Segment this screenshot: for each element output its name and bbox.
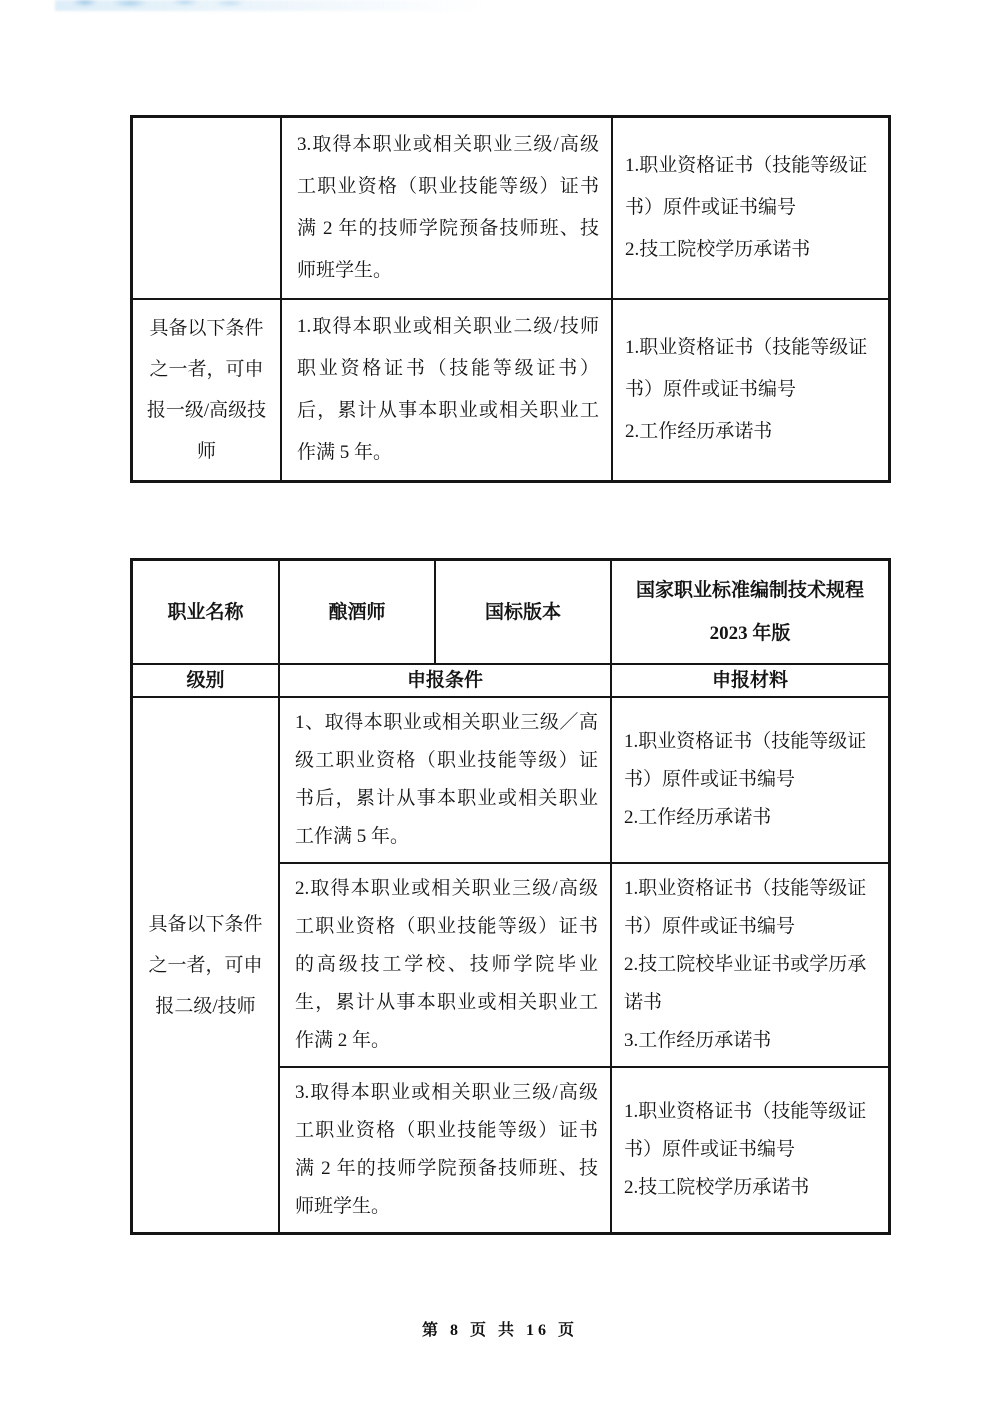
condition-cell: 2.取得本职业或相关职业三级/高级工职业资格（职业技能等级）证书的高级技工学校、技师学院毕业生，累计从事本职业或相关职业工作满 2 年。 bbox=[279, 863, 611, 1067]
table-subheader-row bbox=[132, 664, 889, 697]
table-row bbox=[132, 117, 889, 299]
material-item: 1.职业资格证书（技能等级证书）原件或证书编号 bbox=[624, 878, 867, 937]
material-item: 3.工作经历承诺书 bbox=[624, 1030, 772, 1051]
material-item: 2.工作经历承诺书 bbox=[624, 807, 772, 828]
table-row bbox=[132, 697, 889, 863]
level-cell-senior-technician: 具备以下条件之一者，可申报一级/高级技师 bbox=[132, 299, 281, 481]
standard-version-label: 国标版本 bbox=[435, 560, 611, 664]
material-item: 2.技工院校毕业证书或学历承诺书 bbox=[624, 954, 867, 1013]
materials-column-header: 申报材料 bbox=[611, 664, 889, 697]
level-cell-technician: 具备以下条件之一者，可申报二级/技师 bbox=[132, 697, 279, 1233]
material-item: 1.职业资格证书（技能等级证书）原件或证书编号 bbox=[624, 1101, 867, 1160]
standard-version-value bbox=[611, 560, 889, 664]
level-column-header: 级别 bbox=[132, 664, 279, 697]
materials-cell bbox=[611, 1067, 889, 1233]
table-row bbox=[132, 299, 889, 481]
standard-title-line: 国家职业标准编制技术规程 bbox=[635, 580, 864, 601]
table-header-row bbox=[132, 560, 889, 664]
material-item: 2.技工院校学历承诺书 bbox=[624, 1177, 810, 1198]
standard-year-line: 2023 年版 bbox=[709, 623, 791, 644]
materials-cell bbox=[612, 299, 889, 481]
condition-cell: 1、取得本职业或相关职业三级／高级工职业资格（职业技能等级）证书后，累计从事本职业或相关职业工作满 5 年。 bbox=[279, 697, 611, 863]
materials-cell bbox=[611, 863, 889, 1067]
material-item: 1.职业资格证书（技能等级证书）原件或证书编号 bbox=[624, 731, 867, 790]
materials-cell bbox=[612, 117, 889, 299]
occupation-name-label: 职业名称 bbox=[132, 560, 279, 664]
page-number: 第 8 页 共 16 页 bbox=[421, 1322, 578, 1339]
materials-cell bbox=[611, 697, 889, 863]
condition-column-header: 申报条件 bbox=[279, 664, 611, 697]
occupation-table bbox=[131, 559, 890, 1234]
material-item: 2.工作经历承诺书 bbox=[625, 421, 773, 442]
occupation-name-value: 酿酒师 bbox=[279, 560, 435, 664]
condition-cell: 3.取得本职业或相关职业三级/高级工职业资格（职业技能等级）证书满 2 年的技师学院预备技师班、技师班学生。 bbox=[279, 1067, 611, 1233]
continuation-table bbox=[131, 116, 890, 482]
condition-cell: 3.取得本职业或相关职业三级/高级工职业资格（职业技能等级）证书满 2 年的技师学院预备技师班、技师班学生。 bbox=[281, 117, 612, 299]
level-cell-empty bbox=[132, 117, 281, 299]
material-item: 1.职业资格证书（技能等级证书）原件或证书编号 bbox=[625, 155, 868, 218]
material-item: 1.职业资格证书（技能等级证书）原件或证书编号 bbox=[625, 337, 868, 400]
condition-cell: 1.取得本职业或相关职业二级/技师职业资格证书（技能等级证书）后，累计从事本职业或相关职业工作满 5 年。 bbox=[281, 299, 612, 481]
scan-artifact-top bbox=[55, 0, 485, 11]
material-item: 2.技工院校学历承诺书 bbox=[625, 239, 811, 260]
